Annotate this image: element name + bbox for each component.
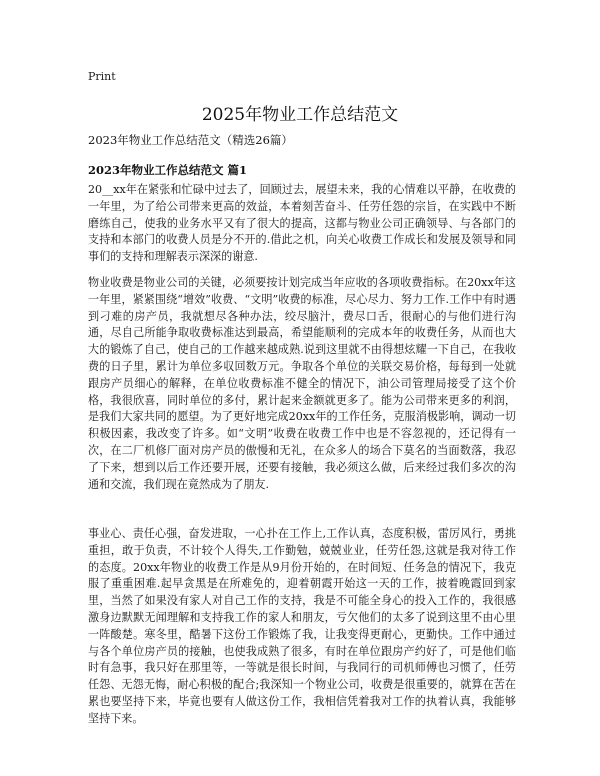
body-paragraph: 20__xx年在紧张和忙碌中过去了，回顾过去，展望未来，我的心情难以平静，在收费的一年里，为了给公司带来更高的效益，本着刻苦奋斗、任劳任怨的宗旨，在实践中不断磨练自己，使我的业务水平又有了很大的提高，这都与物业公司正确领导、与各部门的支持和本部门的收费人员是分不开的.借此之机，向关心收费工作成长和发展及领导和同事们的支持和理解表示深深的谢意. xyxy=(88,183,516,264)
body-paragraph: 物业收费是物业公司的关键，必须要按计划完成当年应收的各项收费指标。在20xx年这一年里，紧紧围绕“增效”收费、“文明”收费的标准，尽心尽力、努力工作.工作中有时遇到刁难的房产员，我就想尽各种办法，绞尽脑汁，费尽口舌，很耐心的与他们进行沟通，尽自己所能争取收费标准达到最高，希望能顺利的完成本年的收费任务，从而也大大的锻炼了自己，使自己的工作越来越成熟.说到这里就不由得想炫耀一下自己，在我收费的日子里，累计为单位多収回数万元。争取各个单位的关联交易价格，每每到一处就跟房产员细心的解释，在单位收费标准不健全的情况下，油公司管理局接受了这个价格，我很欣喜，同时单位的多付，累计起来金额就更多了。能为公司带来更多的利润，是我们大家共同的愿望。为了更好地完成20xx年的工作任务，克服消极影响，调动一切积极因素，我改变了许多。如“文明”收费在收费工作中也是不容忽视的，还记得有一次，在二厂机修厂面对房产员的傲慢和无礼，在众多人的场合下莫名的当面数落，我忍了下来，想到以后工作还要开展，还要有接触，我必须这么做，后来经过我们多次的沟通和交流，我们现在竟然成为了朋友. xyxy=(88,276,516,491)
page-title: 2025年物业工作总结范文 xyxy=(201,105,399,125)
print-link[interactable]: Print xyxy=(88,70,116,83)
document-subtitle: 2023年物业工作总结范文（精选26篇） xyxy=(88,133,293,147)
section-heading: 2023年物业工作总结范文 篇1 xyxy=(88,163,248,177)
body-paragraph: 事业心、责任心强，奋发进取，一心扑在工作上,工作认真，态度积极，雷厉风行，勇挑重担，敢于负责，不计较个人得失,工作勤勉，兢兢业业，任劳任怨,这就是我对待工作的态度。20xx年物业的收费工作是从9月份开始的，在时间短、任务急的情况下，我克服了重重困难.起早贪黑是在所难免的，迎着朝霞开始这一天的工作，披着晚霞回到家里，当然了如果没有家人对自己工作的支持，我是不可能全身心的投入工作的，我很感激身边默默无闻理解和支持我工作的家人和朋友，亏欠他们的太多了说到这里不由心里一阵酸楚。寒冬里，酷暑下这份工作锻炼了我，让我变得更耐心，更勤快。工作中通过与各个单位房产员的接触，也使我成熟了很多，有时在单位跟房产约好了，可是他们临时有急事，我只好在那里等，一等就是很长时间，与我同行的司机师傅也习惯了，任劳任怨、无怨无悔，耐心积极的配合;我深知一个物业公司，收费是很重要的，就算在苦在累也要坚持下来，毕竟也要有人做这份工作，我相信凭着我对工作的执着认真，我能够坚持下来。 xyxy=(88,527,516,725)
